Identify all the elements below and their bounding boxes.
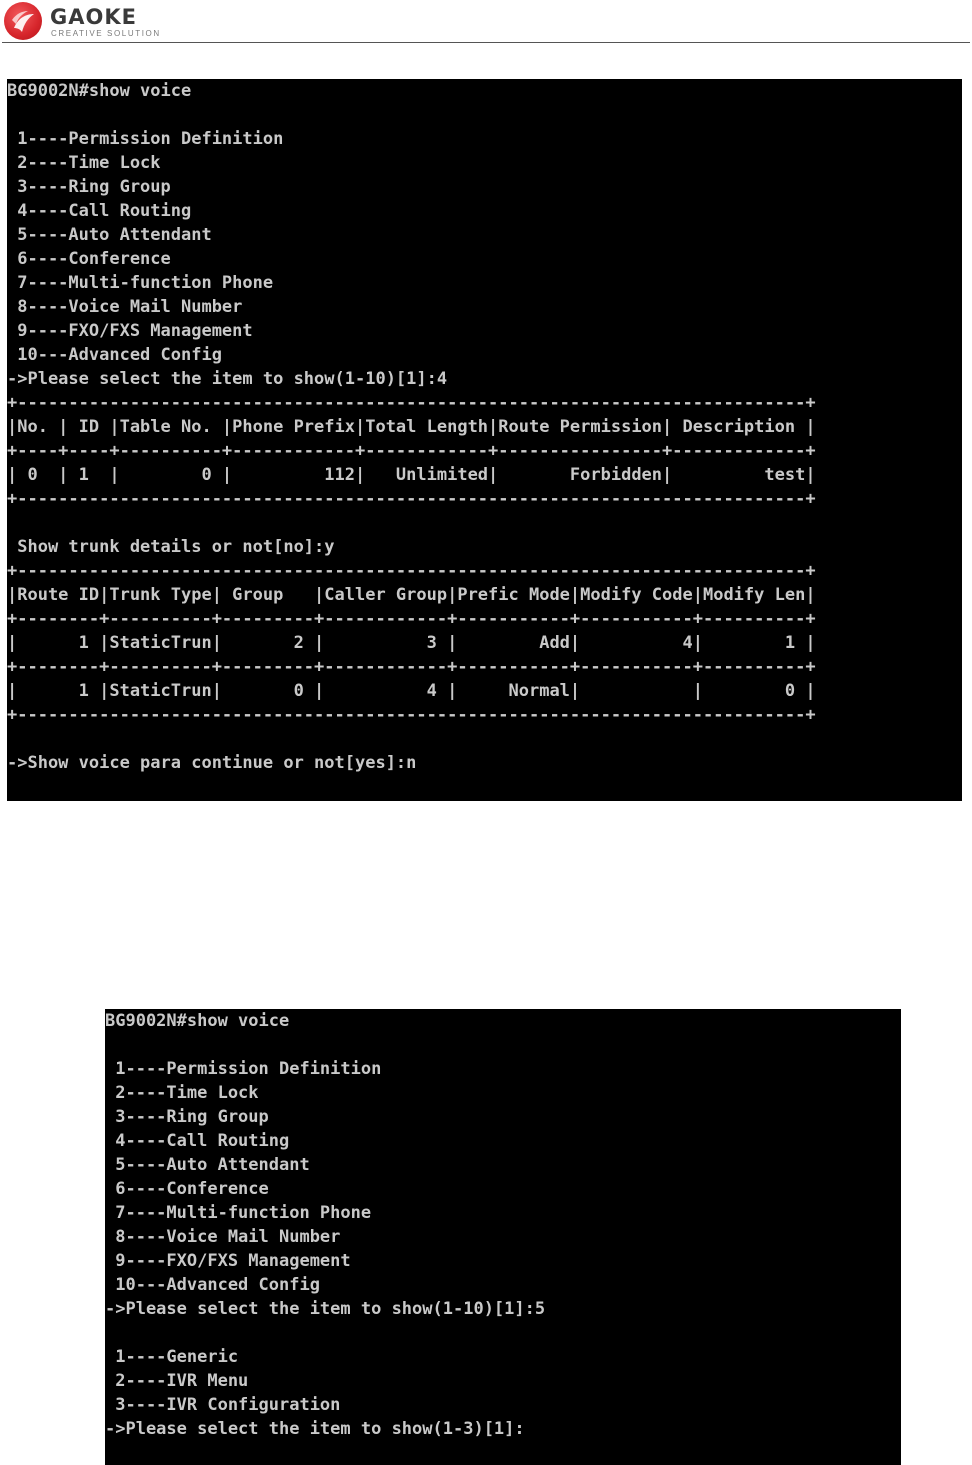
terminal-line: Show trunk details or not[no]:y [7, 537, 335, 557]
terminal-line: 1----Permission Definition [7, 129, 284, 149]
terminal-line: 2----IVR Menu [105, 1371, 249, 1391]
terminal-line: +--------+----------+---------+------------+-----------+-----------+----------+ [7, 609, 816, 629]
terminal-line: ->Please select the item to show(1-10)[1]:4 [7, 369, 448, 389]
terminal-line: | 1 |StaticTrun| 2 | 3 | Add| 4| 1 | [7, 633, 816, 653]
brand-name: GAOKE [50, 5, 137, 29]
terminal-line [7, 103, 962, 127]
terminal-line: |Route ID|Trunk Type| Group |Caller Group|Prefic Mode|Modify Code|Modify Len| [7, 585, 816, 605]
terminal-line: 5----Auto Attendant [105, 1155, 310, 1175]
terminal-line: 8----Voice Mail Number [7, 297, 243, 317]
terminal-line: 7----Multi-function Phone [105, 1203, 372, 1223]
terminal-line: 3----Ring Group [105, 1107, 269, 1127]
terminal-line: 10---Advanced Config [7, 345, 222, 365]
terminal-screenshot-call-routing [7, 79, 962, 801]
terminal-line [105, 1321, 901, 1345]
terminal-line: 1----Generic [105, 1347, 239, 1367]
brand-tagline: CREATIVE SOLUTION [51, 29, 161, 38]
terminal-line: 5----Auto Attendant [7, 225, 212, 245]
terminal-line: +----+----+----------+------------+------------+----------------+-------------+ [7, 441, 816, 461]
terminal-line: 1----Permission Definition [105, 1059, 382, 1079]
terminal-line: +-----------------------------------------------------------------------------+ [7, 393, 816, 413]
terminal-line: ->Show voice para continue or not[yes]:n [7, 753, 417, 773]
terminal-line: 4----Call Routing [7, 201, 192, 221]
terminal-line: 9----FXO/FXS Management [105, 1251, 351, 1271]
terminal-line: +-----------------------------------------------------------------------------+ [7, 561, 816, 581]
terminal-line: ->Please select the item to show(1-3)[1]: [105, 1419, 525, 1439]
terminal-line: ->Please select the item to show(1-10)[1]:5 [105, 1299, 546, 1319]
terminal-line: 9----FXO/FXS Management [7, 321, 253, 341]
terminal-line: +-----------------------------------------------------------------------------+ [7, 705, 816, 725]
terminal-line: BG9002N#show voice [105, 1011, 290, 1031]
terminal-line: 3----Ring Group [7, 177, 171, 197]
terminal-line [7, 727, 962, 751]
terminal-line [105, 1033, 901, 1057]
header-divider [2, 42, 970, 43]
terminal-line: 6----Conference [105, 1179, 269, 1199]
page-header [0, 0, 972, 44]
terminal-line: | 0 | 1 | 0 | 112| Unlimited| Forbidden| test| [7, 465, 816, 485]
terminal-line: 4----Call Routing [105, 1131, 290, 1151]
gaoke-logo-icon [4, 2, 42, 40]
terminal-line: 2----Time Lock [7, 153, 161, 173]
terminal-line: BG9002N#show voice [7, 81, 192, 101]
terminal-line: | 1 |StaticTrun| 0 | 4 | Normal| | 0 | [7, 681, 816, 701]
terminal-line [7, 511, 962, 535]
terminal-line: 2----Time Lock [105, 1083, 259, 1103]
terminal-line: |No. | ID |Table No. |Phone Prefix|Total Length|Route Permission| Description | [7, 417, 816, 437]
terminal-line: +--------+----------+---------+------------+-----------+-----------+----------+ [7, 657, 816, 677]
terminal-screenshot-auto-attendant [105, 1009, 901, 1465]
terminal-line: +-----------------------------------------------------------------------------+ [7, 489, 816, 509]
terminal-line: 7----Multi-function Phone [7, 273, 274, 293]
terminal-line: 8----Voice Mail Number [105, 1227, 341, 1247]
terminal-line: 10---Advanced Config [105, 1275, 320, 1295]
terminal-line: 3----IVR Configuration [105, 1395, 341, 1415]
terminal-line: 6----Conference [7, 249, 171, 269]
